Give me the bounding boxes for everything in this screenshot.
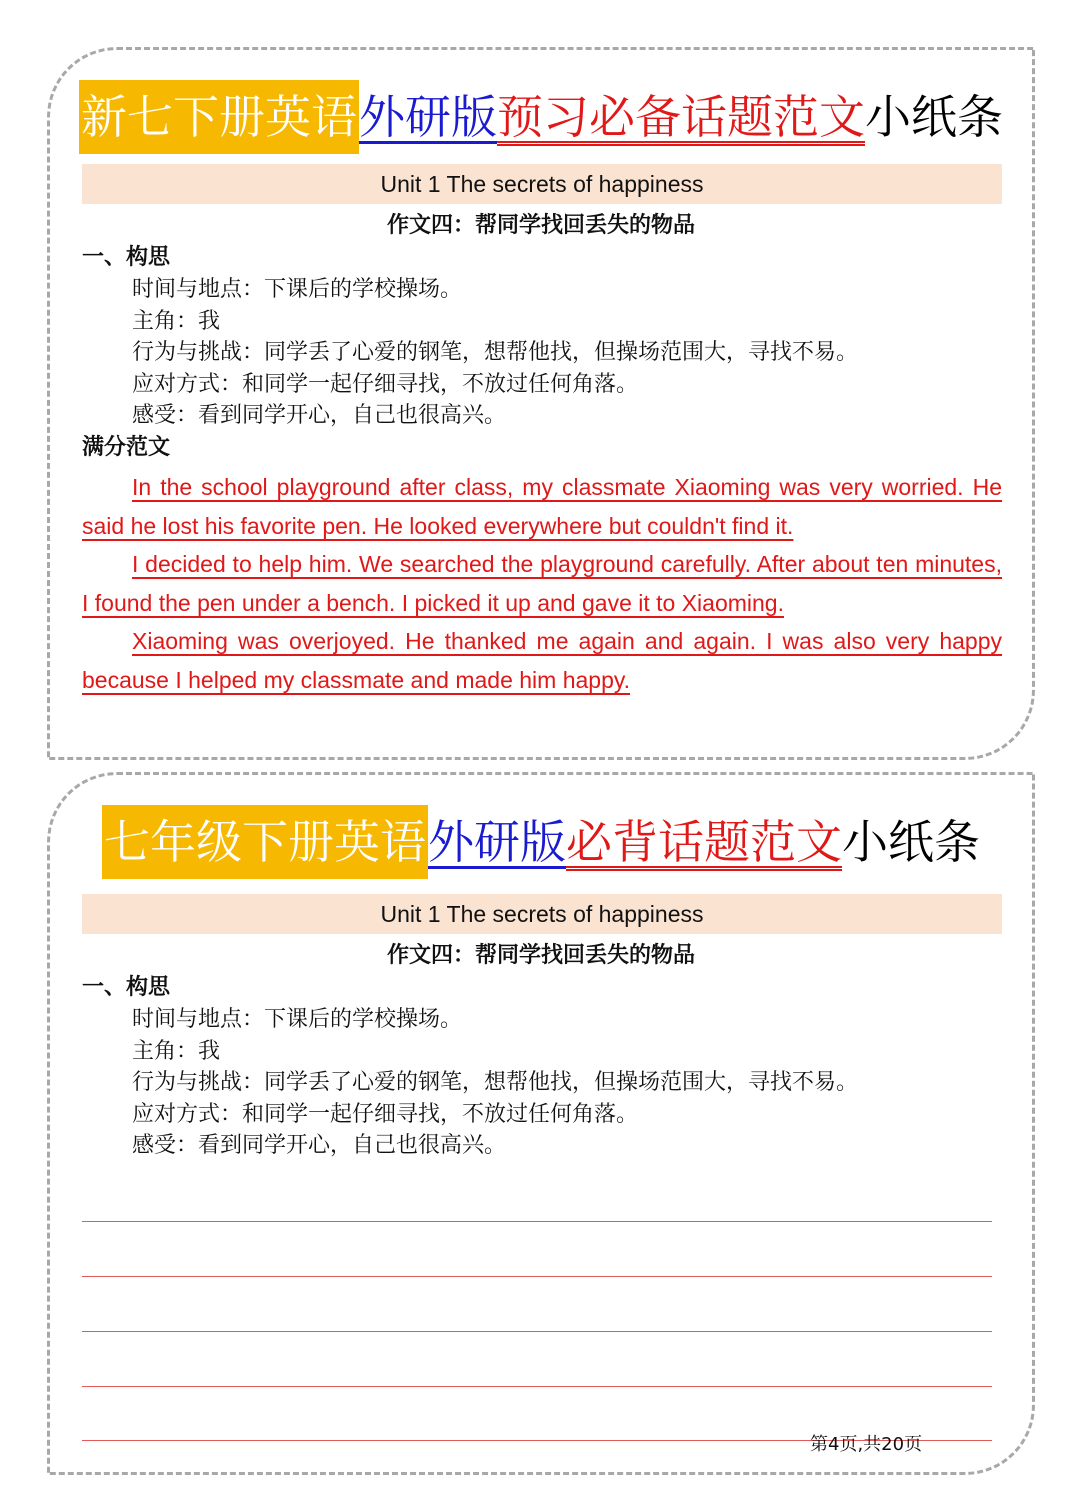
writing-line [82,1331,992,1332]
unit-banner: Unit 1 The secrets of happiness [82,164,1002,204]
plan-item: 行为与挑战：同学丢了心爱的钢笔，想帮他找，但操场范围大，寻找不易。 [132,1070,859,1096]
essay-paragraph-text: Xiaoming was overjoyed. He thanked me again and again. I was also very happy because I helped my classmate and made him happy. [82,628,1002,693]
plan-heading: 一、构思 [82,245,171,270]
plan-item: 感受：看到同学开心，自己也很高兴。 [132,403,507,429]
plan-item: 主角：我 [132,308,221,334]
plan-heading: 一、构思 [82,975,171,1000]
title-highlight: 新七下册英语 [79,80,359,154]
essay-paragraph [82,545,1002,622]
preview-note-card [47,47,1035,760]
plan-item: 主角：我 [132,1038,221,1064]
plan-item: 应对方式：和同学一起仔细寻找，不放过任何角落。 [132,371,639,397]
plan-item: 行为与挑战：同学丢了心爱的钢笔，想帮他找，但操场范围大，寻找不易。 [132,340,859,366]
essay-paragraph-text: I decided to help him. We searched the playground carefully. After about ten minutes, I found the pen under a bench. I picked it up and gave it to Xiaoming. [82,551,1002,616]
title-suffix: 小纸条 [865,90,1003,144]
plan-item: 应对方式：和同学一起仔细寻找，不放过任何角落。 [132,1101,639,1127]
title-edition: 外研版 [359,90,497,144]
plan-list [132,1004,858,1162]
title-suffix: 小纸条 [842,815,980,869]
essay-subtitle: 作文四：帮同学找回丢失的物品 [386,213,695,238]
plan-item: 感受：看到同学开心，自己也很高兴。 [132,1133,507,1159]
memorize-note-card [47,772,1035,1475]
plan-list [132,274,858,432]
essay-paragraph [82,468,1002,545]
unit-banner: Unit 1 The secrets of happiness [82,894,1002,934]
essay-paragraph-text: In the school playground after class, my classmate Xiaoming was very worried. He said he lost his favorite pen. He looked everywhere but couldn't find it. [82,474,1002,539]
essay-subtitle: 作文四：帮同学找回丢失的物品 [386,943,695,968]
writing-line [82,1221,992,1222]
plan-item: 时间与地点：下课后的学校操场。 [132,1007,463,1032]
writing-line [82,1386,992,1387]
title-edition: 外研版 [428,815,566,869]
essay-paragraph [82,622,1002,699]
model-essay-heading: 满分范文 [82,435,171,460]
card-title [50,80,1032,154]
page-number: 第4页,共20页 [810,1434,923,1455]
model-essay [82,468,1002,700]
card-title [50,805,1032,879]
title-topic: 预习必备话题范文 [497,90,865,144]
plan-item: 时间与地点：下课后的学校操场。 [132,277,463,302]
title-topic: 必背话题范文 [566,815,842,869]
title-highlight: 七年级下册英语 [102,805,428,879]
writing-line [82,1276,992,1277]
